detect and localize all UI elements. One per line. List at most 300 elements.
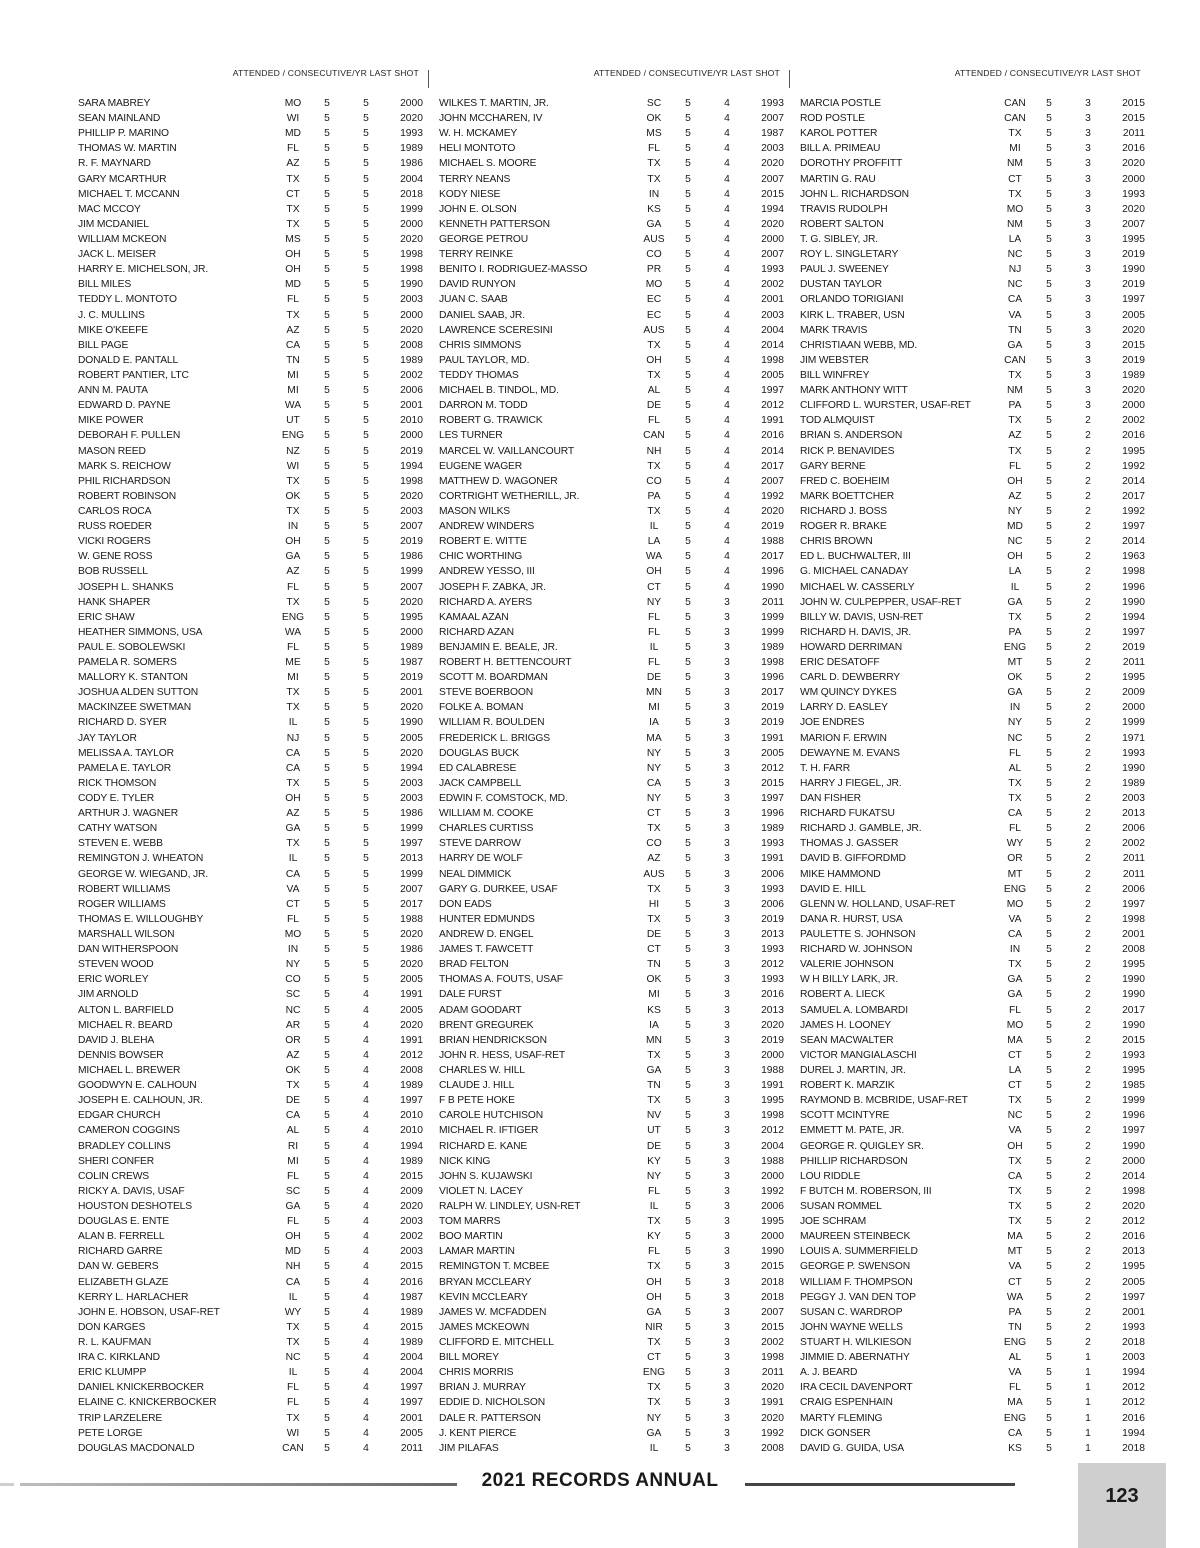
last-shot-year: 2015 <box>400 1321 423 1333</box>
years-attended: 5 <box>324 460 330 472</box>
last-shot-year: 1990 <box>1122 974 1145 986</box>
shooter-name: MALLORY K. STANTON <box>78 672 188 684</box>
state: ENG <box>1003 1412 1027 1424</box>
shooter-name: TERRY REINKE <box>439 249 513 261</box>
record-row <box>800 1199 1145 1214</box>
years-attended: 5 <box>1046 1367 1052 1379</box>
shooter-name: DAVID B. GIFFORDMD <box>800 853 906 865</box>
years-attended: 5 <box>1046 354 1052 366</box>
consecutive-years: 4 <box>724 158 730 170</box>
last-shot-year: 1987 <box>761 128 784 140</box>
state: CA <box>285 1276 301 1288</box>
state: DE <box>646 929 662 941</box>
consecutive-years: 4 <box>724 430 730 442</box>
shooter-name: COLIN CREWS <box>78 1170 150 1182</box>
consecutive-years: 2 <box>1085 566 1091 578</box>
state: FL <box>647 1246 661 1258</box>
years-attended: 5 <box>685 1261 691 1273</box>
last-shot-year: 2020 <box>400 596 423 608</box>
record-row <box>78 96 423 111</box>
state: FL <box>647 1185 661 1197</box>
state: MT <box>1007 1246 1023 1258</box>
state: MO <box>284 98 302 109</box>
record-row <box>800 247 1145 262</box>
shooter-name: JIM PILAFAS <box>439 1442 499 1454</box>
record-row <box>800 1380 1145 1395</box>
state: MO <box>1006 203 1024 215</box>
last-shot-year: 2011 <box>1122 853 1145 865</box>
state: TX <box>286 838 300 850</box>
consecutive-years: 3 <box>724 702 730 714</box>
years-attended: 5 <box>324 838 330 850</box>
state: FL <box>647 626 661 638</box>
record-row <box>800 1108 1145 1123</box>
state: NY <box>646 1412 662 1424</box>
shooter-name: BRIAN S. ANDERSON <box>800 430 903 442</box>
years-attended: 5 <box>1046 1352 1052 1364</box>
years-attended: 5 <box>1046 385 1052 397</box>
consecutive-years: 5 <box>363 294 369 306</box>
state: ENG <box>281 430 305 442</box>
state: ENG <box>1003 641 1027 653</box>
record-row <box>800 1320 1145 1335</box>
shooter-name: MICHAEL T. MCCANN <box>78 188 180 200</box>
consecutive-years: 4 <box>363 989 369 1001</box>
years-attended: 5 <box>685 929 691 941</box>
consecutive-years: 4 <box>363 1321 369 1333</box>
state: IL <box>288 717 298 729</box>
consecutive-years: 5 <box>363 566 369 578</box>
shooter-name: SCOTT MCINTYRE <box>800 1110 890 1122</box>
years-attended: 5 <box>1046 717 1052 729</box>
shooter-name: ROGER WILLIAMS <box>78 898 166 910</box>
shooter-name: THOMAS A. FOUTS, USAF <box>439 974 563 986</box>
record-row <box>78 368 423 383</box>
consecutive-years: 2 <box>1085 1065 1091 1076</box>
record-row <box>800 519 1145 534</box>
record-row <box>439 882 784 897</box>
last-shot-year: 2012 <box>1122 1397 1145 1409</box>
state: AZ <box>1008 430 1022 442</box>
shooter-name: KAMAAL AZAN <box>439 611 509 623</box>
shooter-name: WILLIAM F. THOMPSON <box>800 1276 913 1288</box>
state: CA <box>1007 808 1023 820</box>
shooter-name: CRAIG ESPENHAIN <box>800 1397 893 1409</box>
consecutive-years: 4 <box>363 1049 369 1061</box>
shooter-name: HARRY J FIEGEL, JR. <box>800 777 902 789</box>
shooter-name: G. MICHAEL CANADAY <box>800 566 909 578</box>
years-attended: 5 <box>1046 1004 1052 1016</box>
record-row <box>78 428 423 443</box>
shooter-name: DENNIS BOWSER <box>78 1049 164 1061</box>
record-row <box>439 1320 784 1335</box>
shooter-name: JIM WEBSTER <box>800 354 869 366</box>
consecutive-years: 2 <box>1085 883 1091 895</box>
column-divider <box>428 70 429 88</box>
record-row <box>800 1305 1145 1320</box>
consecutive-years: 3 <box>1085 264 1091 276</box>
consecutive-years: 4 <box>363 1155 369 1167</box>
state: FL <box>647 415 661 427</box>
state: FL <box>286 581 300 593</box>
years-attended: 5 <box>324 808 330 820</box>
record-row <box>439 776 784 791</box>
state: WY <box>1006 838 1024 850</box>
state: CT <box>647 1352 661 1364</box>
last-shot-year: 1997 <box>400 838 423 850</box>
last-shot-year: 2003 <box>400 1246 423 1258</box>
consecutive-years: 5 <box>363 657 369 669</box>
record-row <box>439 126 784 141</box>
years-attended: 5 <box>685 128 691 140</box>
consecutive-years: 2 <box>1085 1170 1091 1182</box>
consecutive-years: 5 <box>363 324 369 336</box>
years-attended: 5 <box>685 279 691 291</box>
record-row <box>800 791 1145 806</box>
record-row <box>439 1123 784 1138</box>
record-row <box>800 776 1145 791</box>
years-attended: 5 <box>324 1442 330 1454</box>
years-attended: 5 <box>685 203 691 215</box>
record-row <box>800 897 1145 912</box>
years-attended: 5 <box>685 657 691 669</box>
shooter-name: ROBERT A. LIECK <box>800 989 885 1001</box>
consecutive-years: 3 <box>724 1216 730 1228</box>
record-row <box>78 504 423 519</box>
state: MI <box>287 672 299 684</box>
shooter-name: ADAM GOODART <box>439 1004 522 1016</box>
state: IL <box>288 853 298 865</box>
record-row <box>439 746 784 761</box>
shooter-name: GARY MCARTHUR <box>78 173 167 185</box>
column-header-2: ATTENDED / CONSECUTIVE/YR LAST SHOT <box>593 68 780 78</box>
state: AZ <box>286 324 300 336</box>
last-shot-year: 2005 <box>400 974 423 986</box>
last-shot-year: 2007 <box>400 521 423 533</box>
consecutive-years: 4 <box>363 1261 369 1273</box>
consecutive-years: 4 <box>363 1291 369 1303</box>
consecutive-years: 4 <box>724 460 730 472</box>
years-attended: 5 <box>685 1185 691 1197</box>
last-shot-year: 2007 <box>1122 218 1145 230</box>
years-attended: 5 <box>324 1185 330 1197</box>
record-row <box>439 1214 784 1229</box>
state: IA <box>649 1019 659 1031</box>
consecutive-years: 4 <box>724 309 730 321</box>
last-shot-year: 1992 <box>1122 505 1145 517</box>
consecutive-years: 4 <box>363 1246 369 1258</box>
shooter-name: EDWARD D. PAYNE <box>78 400 171 412</box>
last-shot-year: 1992 <box>761 1185 784 1197</box>
state: TX <box>286 1321 300 1333</box>
years-attended: 5 <box>1046 551 1052 563</box>
column-divider <box>789 70 790 88</box>
years-attended: 5 <box>1046 1019 1052 1031</box>
state: CA <box>285 1110 301 1122</box>
state: WY <box>284 1306 302 1318</box>
years-attended: 5 <box>685 1291 691 1303</box>
last-shot-year: 2018 <box>400 188 423 200</box>
last-shot-year: 2020 <box>1122 324 1145 336</box>
record-row <box>800 368 1145 383</box>
record-row <box>800 1229 1145 1244</box>
shooter-name: CHRISTIAAN WEBB, MD. <box>800 339 918 351</box>
state: MO <box>1006 1019 1024 1031</box>
consecutive-years: 3 <box>724 1306 730 1318</box>
state: TX <box>1008 1155 1022 1167</box>
years-attended: 5 <box>1046 369 1052 381</box>
last-shot-year: 2005 <box>761 747 784 759</box>
shooter-name: KENNETH PATTERSON <box>439 218 550 230</box>
record-row <box>78 655 423 670</box>
years-attended: 5 <box>685 944 691 956</box>
years-attended: 5 <box>1046 838 1052 850</box>
consecutive-years: 2 <box>1085 1004 1091 1016</box>
consecutive-years: 2 <box>1085 1321 1091 1333</box>
shooter-name: W H BILLY LARK, JR. <box>800 974 899 986</box>
record-row <box>800 353 1145 368</box>
consecutive-years: 4 <box>363 1095 369 1107</box>
last-shot-year: 2011 <box>1122 128 1145 140</box>
last-shot-year: 1996 <box>761 808 784 820</box>
last-shot-year: 1993 <box>761 944 784 956</box>
years-attended: 5 <box>324 823 330 835</box>
consecutive-years: 3 <box>1085 233 1091 245</box>
shooter-name: DAN W. GEBERS <box>78 1261 159 1273</box>
shooter-name: SEAN MAINLAND <box>78 113 161 125</box>
last-shot-year: 1991 <box>400 1034 423 1046</box>
last-shot-year: 1971 <box>1122 732 1145 744</box>
state: LA <box>1008 233 1022 245</box>
shooter-name: RICHARD FUKATSU <box>800 808 895 820</box>
consecutive-years: 4 <box>724 354 730 366</box>
record-row <box>800 851 1145 866</box>
consecutive-years: 2 <box>1085 475 1091 487</box>
years-attended: 5 <box>1046 1049 1052 1061</box>
record-row <box>439 655 784 670</box>
state: ENG <box>1003 883 1027 895</box>
state: TX <box>647 913 661 925</box>
consecutive-years: 5 <box>363 913 369 925</box>
last-shot-year: 1996 <box>761 672 784 684</box>
years-attended: 5 <box>324 385 330 397</box>
shooter-name: PEGGY J. VAN DEN TOP <box>800 1291 916 1303</box>
shooter-name: ROY L. SINGLETARY <box>800 249 899 261</box>
record-row <box>78 383 423 398</box>
last-shot-year: 1991 <box>400 989 423 1001</box>
last-shot-year: 2003 <box>761 309 784 321</box>
years-attended: 5 <box>685 143 691 155</box>
record-row <box>800 685 1145 700</box>
consecutive-years: 5 <box>363 823 369 835</box>
consecutive-years: 4 <box>363 1412 369 1424</box>
consecutive-years: 4 <box>724 536 730 548</box>
last-shot-year: 2004 <box>761 1140 784 1152</box>
consecutive-years: 5 <box>363 188 369 200</box>
record-row <box>800 534 1145 549</box>
last-shot-year: 2019 <box>1122 641 1145 653</box>
consecutive-years: 5 <box>363 98 369 109</box>
years-attended: 5 <box>324 173 330 185</box>
state: GA <box>646 1427 662 1439</box>
record-row <box>439 640 784 655</box>
years-attended: 5 <box>324 1004 330 1016</box>
years-attended: 5 <box>685 868 691 880</box>
state: MT <box>1007 868 1023 880</box>
last-shot-year: 1998 <box>1122 566 1145 578</box>
last-shot-year: 1993 <box>1122 747 1145 759</box>
last-shot-year: 2013 <box>1122 1246 1145 1258</box>
consecutive-years: 3 <box>724 672 730 684</box>
record-row <box>439 1244 784 1259</box>
shooter-name: DANIEL KNICKERBOCKER <box>78 1382 204 1394</box>
last-shot-year: 2000 <box>400 98 423 109</box>
state: TN <box>647 959 661 971</box>
years-attended: 5 <box>1046 1155 1052 1167</box>
years-attended: 5 <box>1046 233 1052 245</box>
shooter-name: REMINGTON J. WHEATON <box>78 853 204 865</box>
state: TX <box>1008 777 1022 789</box>
years-attended: 5 <box>1046 898 1052 910</box>
consecutive-years: 3 <box>724 1352 730 1364</box>
last-shot-year: 2020 <box>1122 1200 1145 1212</box>
shooter-name: DALE R. PATTERSON <box>439 1412 541 1424</box>
shooter-name: TOD ALMQUIST <box>800 415 875 427</box>
record-row <box>439 368 784 383</box>
consecutive-years: 3 <box>724 1291 730 1303</box>
record-row <box>439 595 784 610</box>
last-shot-year: 2018 <box>761 1276 784 1288</box>
state: TN <box>1008 324 1022 336</box>
record-row <box>439 836 784 851</box>
shooter-name: WILLIAM R. BOULDEN <box>439 717 545 729</box>
shooter-name: JOHN MCCHAREN, IV <box>439 113 543 125</box>
last-shot-year: 2007 <box>761 249 784 261</box>
state: AUS <box>643 868 665 880</box>
years-attended: 5 <box>685 808 691 820</box>
consecutive-years: 2 <box>1085 1049 1091 1061</box>
record-row <box>800 625 1145 640</box>
consecutive-years: 5 <box>363 868 369 880</box>
years-attended: 5 <box>1046 1336 1052 1348</box>
consecutive-years: 3 <box>1085 249 1091 261</box>
shooter-name: CLAUDE J. HILL <box>439 1080 515 1092</box>
last-shot-year: 2005 <box>400 1004 423 1016</box>
shooter-name: PHIL RICHARDSON <box>78 475 171 487</box>
record-row <box>78 156 423 171</box>
consecutive-years: 2 <box>1085 1095 1091 1107</box>
state: GA <box>646 1065 662 1076</box>
years-attended: 5 <box>685 98 691 109</box>
shooter-name: RICHARD W. JOHNSON <box>800 944 913 956</box>
state: TX <box>286 505 300 517</box>
record-row <box>800 383 1145 398</box>
record-row <box>800 1033 1145 1048</box>
state: TX <box>647 1261 661 1273</box>
consecutive-years: 2 <box>1085 959 1091 971</box>
consecutive-years: 4 <box>724 264 730 276</box>
years-attended: 5 <box>324 1336 330 1348</box>
consecutive-years: 3 <box>724 868 730 880</box>
state: SC <box>285 1185 301 1197</box>
state: TX <box>647 1216 661 1228</box>
shooter-name: LAWRENCE SCERESINI <box>439 324 553 336</box>
record-row <box>800 1350 1145 1365</box>
records-column-2 <box>439 68 784 1456</box>
last-shot-year: 2007 <box>761 173 784 185</box>
consecutive-years: 3 <box>724 1140 730 1152</box>
record-row <box>78 308 423 323</box>
record-row <box>800 564 1145 579</box>
consecutive-years: 4 <box>724 249 730 261</box>
years-attended: 5 <box>1046 853 1052 865</box>
last-shot-year: 2000 <box>400 430 423 442</box>
state: OH <box>646 1276 662 1288</box>
years-attended: 5 <box>324 143 330 155</box>
record-row <box>800 1244 1145 1259</box>
shooter-name: DANA R. HURST, USA <box>800 913 903 925</box>
last-shot-year: 2012 <box>1122 1216 1145 1228</box>
consecutive-years: 5 <box>363 974 369 986</box>
years-attended: 5 <box>685 611 691 623</box>
shooter-name: GEORGE W. WIEGAND, JR. <box>78 868 208 880</box>
consecutive-years: 2 <box>1085 641 1091 653</box>
state: IL <box>288 1367 298 1379</box>
years-attended: 5 <box>1046 596 1052 608</box>
last-shot-year: 1986 <box>400 944 423 956</box>
record-row <box>78 746 423 761</box>
shooter-name: DAVID RUNYON <box>439 279 516 291</box>
last-shot-year: 2014 <box>761 445 784 457</box>
years-attended: 5 <box>324 1276 330 1288</box>
record-row <box>800 232 1145 247</box>
state: NC <box>1007 279 1023 291</box>
years-attended: 5 <box>1046 641 1052 653</box>
years-attended: 5 <box>1046 657 1052 669</box>
years-attended: 5 <box>1046 1231 1052 1243</box>
last-shot-year: 2015 <box>400 1261 423 1273</box>
state: TX <box>286 777 300 789</box>
years-attended: 5 <box>324 989 330 1001</box>
shooter-name: BILLY W. DAVIS, USN-RET <box>800 611 924 623</box>
years-attended: 5 <box>324 1231 330 1243</box>
consecutive-years: 4 <box>363 1216 369 1228</box>
years-attended: 5 <box>324 309 330 321</box>
consecutive-years: 3 <box>724 913 730 925</box>
shooter-name: EUGENE WAGER <box>439 460 523 472</box>
state: CT <box>1008 173 1022 185</box>
years-attended: 5 <box>324 913 330 925</box>
shooter-name: BOB RUSSELL <box>78 566 148 578</box>
shooter-name: PHILLIP P. MARINO <box>78 128 169 140</box>
consecutive-years: 3 <box>1085 158 1091 170</box>
state: PA <box>647 490 661 502</box>
record-row <box>78 1033 423 1048</box>
state: TX <box>1008 415 1022 427</box>
years-attended: 5 <box>324 717 330 729</box>
years-attended: 5 <box>324 853 330 865</box>
state: OH <box>646 566 662 578</box>
shooter-name: RICHARD J. BOSS <box>800 505 888 517</box>
state: MO <box>284 929 302 941</box>
consecutive-years: 2 <box>1085 777 1091 789</box>
years-attended: 5 <box>685 521 691 533</box>
record-row <box>439 444 784 459</box>
record-row <box>800 1078 1145 1093</box>
record-row <box>800 323 1145 338</box>
shooter-name: F BUTCH M. ROBERSON, III <box>800 1185 932 1197</box>
consecutive-years: 2 <box>1085 1125 1091 1137</box>
